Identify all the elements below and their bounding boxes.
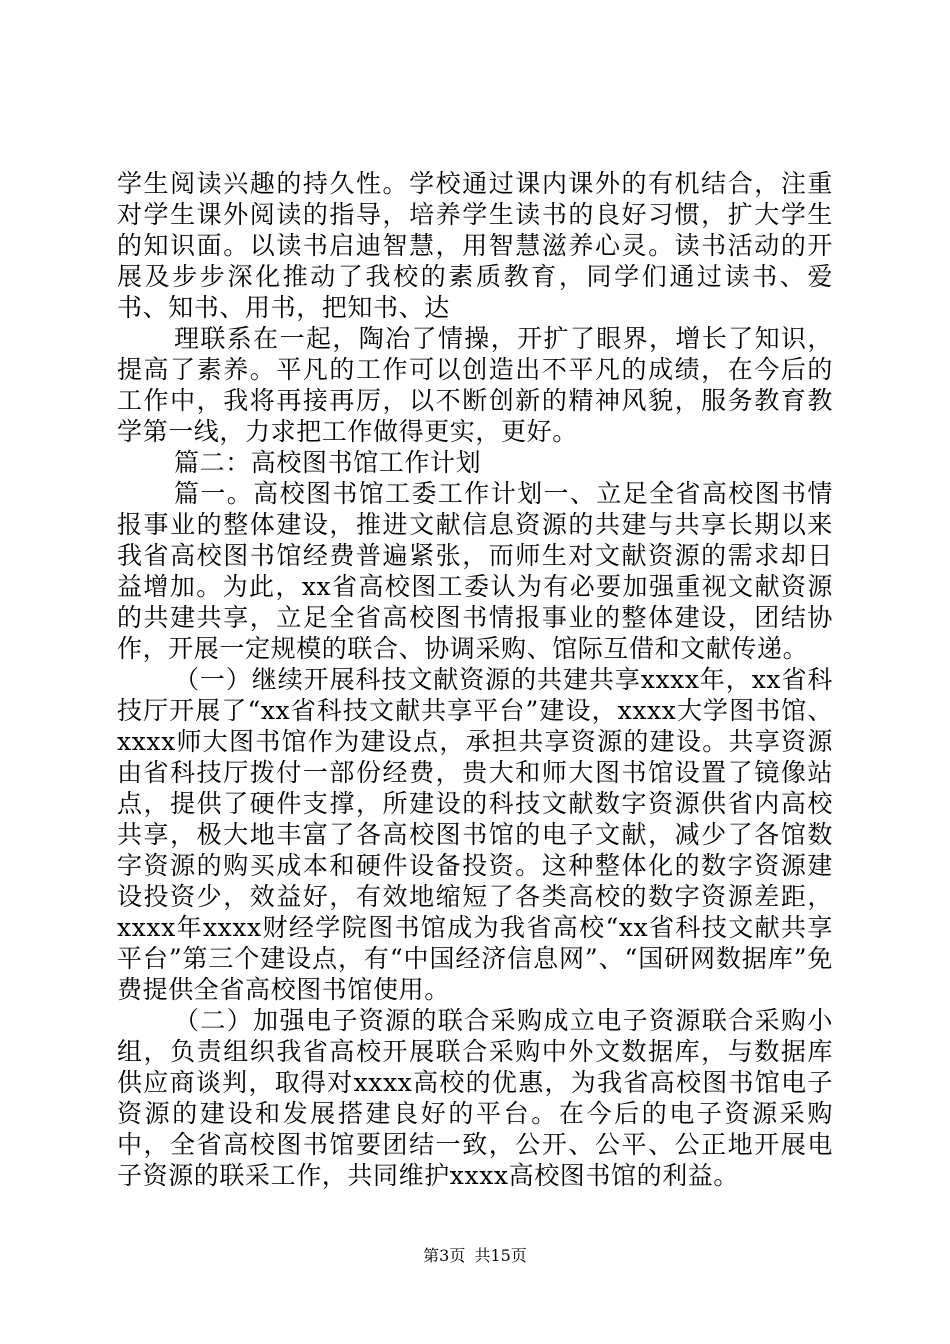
section-heading: 篇二：高校图书馆工作计划 <box>174 448 482 477</box>
page-footer <box>0 1243 950 1266</box>
paragraph-item-one: （一）继续开展科技文献资源的共建共享xxxx年，xx省科技厅开展了“xx省科技文献共享平台”建设，xxxx大学图书馆、xxxx师大图书馆作为建设点，承担共享资源的建设。共享资源由省科技厅拨付一部份经费，贵大和师大图书馆设置了镜像站点，提供了硬件支撑，所建设的科技文献数字资源供省内高校共享，极大地丰富了各高校图书馆的电子文献，减少了各馆数字资源的购买成本和硬件设备投资。这种整体化的数字资源建设投资少，效益好，有效地缩短了各类高校的数字资源差距，xxxx年xxxx财经学院图书馆成为我省高校“xx省科技文献共享平台”第三个建设点，有“中国经济信息网”、“国研网数据库”免费提供全省高校图书馆使用。 <box>117 665 833 1004</box>
paragraph-intro: 篇一。高校图书馆工委工作计划一、立足全省高校图书情报事业的整体建设，推进文献信息资源的共建与共享长期以来我省高校图书馆经费普遍紧张，而师生对文献资源的需求却日益增加。为此，xx省高校图工委认为有必要加强重视文献资源的共建共享，立足全省高校图书情报事业的整体建设，团结协作，开展一定规模的联合、协调采购、馆际互借和文献传递。 <box>117 479 833 663</box>
page-total: 共15页 <box>474 1246 527 1265</box>
page-number: 第3页 <box>423 1246 466 1265</box>
paragraph-continued: 学生阅读兴趣的持久性。学校通过课内课外的有机结合，注重对学生课外阅读的指导，培养学生读书的良好习惯，扩大学生的知识面。以读书启迪智慧，用智慧滋养心灵。读书活动的开展及步步深化推动了我校的素质教育，同学们通过读书、爱书、知书、用书，把知书、达 <box>117 169 833 322</box>
paragraph-item-two: （二）加强电子资源的联合采购成立电子资源联合采购小组，负责组织我省高校开展联合采购中外文数据库，与数据库供应商谈判，取得对xxxx高校的优惠，为我省高校图书馆电子资源的建设和发展搭建良好的平台。在今后的电子资源采购中，全省高校图书馆要团结一致，公开、公平、公正地开展电子资源的联采工作，共同维护xxxx高校图书馆的利益。 <box>117 1006 833 1190</box>
paragraph-conclusion: 理联系在一起，陶冶了情操，开扩了眼界，增长了知识，提高了素养。平凡的工作可以创造出不平凡的成绩，在今后的工作中，我将再接再厉，以不断创新的精神风貌，服务教育教学第一线，力求把工作做得更实，更好。 <box>117 324 833 446</box>
document-body <box>117 168 833 1191</box>
